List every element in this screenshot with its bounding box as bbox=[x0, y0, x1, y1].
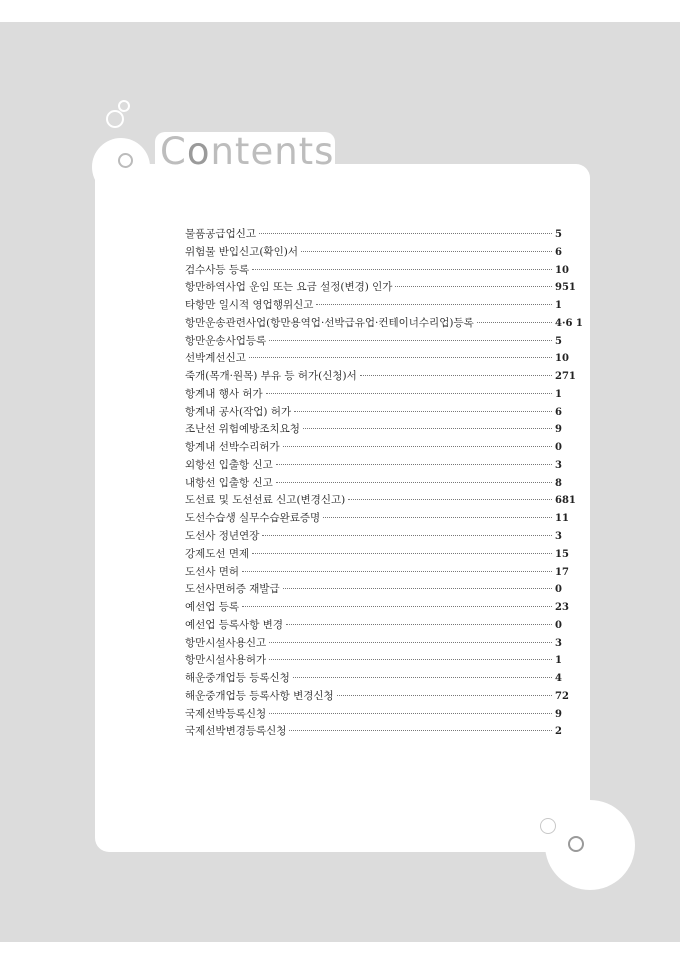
toc-entry-page: 23 bbox=[555, 602, 569, 614]
toc-entry-page: 15 bbox=[555, 548, 569, 560]
toc-entry-label: 도선사 정년연장 bbox=[185, 530, 260, 543]
toc-entry-page: 3 bbox=[555, 531, 562, 543]
toc-entry-page: 3 bbox=[555, 459, 562, 471]
toc-entry-label: 해운중개업등 등록사항 변경신청 bbox=[185, 689, 334, 702]
toc-entry-label: 항계내 공사(작업) 허가 bbox=[185, 405, 292, 418]
dot-leader bbox=[242, 571, 552, 572]
dot-leader bbox=[252, 553, 552, 554]
decorative-circle bbox=[545, 800, 635, 890]
decorative-ring-icon bbox=[568, 836, 584, 852]
dot-leader bbox=[262, 535, 552, 536]
toc-entry-label: 국제선박등록신청 bbox=[185, 707, 267, 720]
toc-entry-label: 도선사 면허 bbox=[185, 565, 240, 578]
toc-entry-page: 6 bbox=[555, 246, 562, 258]
toc-entry[interactable] bbox=[185, 475, 585, 493]
toc-entry-page: 10 bbox=[555, 264, 569, 276]
dot-leader bbox=[360, 375, 552, 376]
dot-leader bbox=[269, 659, 552, 660]
toc-entry[interactable] bbox=[185, 652, 585, 670]
toc-entry-label: 항만시설사용신고 bbox=[185, 636, 267, 649]
toc-entry[interactable] bbox=[185, 546, 585, 564]
toc-entry-label: 검수사등 등록 bbox=[185, 263, 250, 276]
toc-entry-page: 5 bbox=[555, 229, 562, 240]
toc-entry-label: 도선수습생 실무수습완료증명 bbox=[185, 512, 321, 525]
toc-entry[interactable] bbox=[185, 404, 585, 422]
toc-entry[interactable] bbox=[185, 723, 585, 741]
toc-entry[interactable] bbox=[185, 581, 585, 599]
toc-entry-page: 4·6 1 bbox=[555, 317, 583, 329]
decorative-ring-icon bbox=[118, 153, 133, 168]
dot-leader bbox=[316, 304, 552, 305]
toc-entry-page: 1 bbox=[555, 388, 562, 400]
dot-leader bbox=[337, 695, 552, 696]
toc-entry[interactable] bbox=[185, 617, 585, 635]
toc-entry[interactable] bbox=[185, 315, 585, 333]
toc-entry-page: 17 bbox=[555, 566, 569, 578]
toc-entry[interactable] bbox=[185, 670, 585, 688]
dot-leader bbox=[269, 340, 552, 341]
dot-leader bbox=[276, 464, 552, 465]
toc-entry[interactable] bbox=[185, 492, 585, 510]
dot-leader bbox=[269, 642, 552, 643]
dot-leader bbox=[301, 251, 552, 252]
toc-entry[interactable] bbox=[185, 706, 585, 724]
toc-entry[interactable] bbox=[185, 297, 585, 315]
toc-entry-page: 8 bbox=[555, 477, 562, 489]
toc-entry-label: 예선업 등록사항 변경 bbox=[185, 618, 283, 631]
toc-entry[interactable] bbox=[185, 226, 585, 244]
toc-entry-label: 내항선 입출항 신고 bbox=[185, 476, 273, 489]
dot-leader bbox=[303, 428, 552, 429]
toc-entry[interactable] bbox=[185, 350, 585, 368]
dot-leader bbox=[242, 606, 552, 607]
toc-entry-page: 10 bbox=[555, 353, 569, 365]
toc-entry-page: 271 bbox=[555, 371, 576, 383]
toc-entry[interactable] bbox=[185, 439, 585, 457]
dot-leader bbox=[266, 393, 552, 394]
toc-entry[interactable] bbox=[185, 333, 585, 351]
toc-entry-page: 0 bbox=[555, 619, 562, 631]
toc-entry[interactable] bbox=[185, 262, 585, 280]
table-of-contents bbox=[185, 226, 585, 741]
toc-entry-label: 해운중개업등 등록신청 bbox=[185, 672, 290, 685]
dot-leader bbox=[283, 446, 552, 447]
dot-leader bbox=[293, 677, 552, 678]
toc-entry-label: 죽개(목개·원목) 부유 등 허가(신청)서 bbox=[185, 370, 357, 383]
page-title: Contents bbox=[160, 130, 335, 173]
toc-entry[interactable] bbox=[185, 421, 585, 439]
toc-entry-label: 조난선 위험예방조치요청 bbox=[185, 423, 300, 436]
dot-leader bbox=[348, 499, 552, 500]
dot-leader bbox=[259, 233, 552, 234]
toc-entry-label: 타항만 일시적 영업행위신고 bbox=[185, 299, 314, 312]
toc-entry[interactable] bbox=[185, 368, 585, 386]
decorative-ring-icon bbox=[540, 818, 556, 834]
toc-entry-label: 항만하역사업 운임 또는 요금 설정(변경) 인가 bbox=[185, 281, 393, 294]
toc-entry[interactable] bbox=[185, 528, 585, 546]
dot-leader bbox=[249, 357, 552, 358]
toc-entry-page: 4 bbox=[555, 673, 562, 685]
decorative-ring-icon bbox=[118, 100, 130, 112]
dot-leader bbox=[294, 411, 552, 412]
toc-entry-page: 1 bbox=[555, 655, 562, 667]
dot-leader bbox=[252, 269, 552, 270]
toc-entry[interactable] bbox=[185, 244, 585, 262]
toc-entry-page: 72 bbox=[555, 690, 569, 702]
toc-entry-label: 도선료 및 도선선료 신고(변경신고) bbox=[185, 494, 346, 507]
toc-entry-page: 3 bbox=[555, 637, 562, 649]
toc-entry-page: 11 bbox=[555, 513, 569, 525]
toc-entry-label: 외항선 입출항 신고 bbox=[185, 458, 273, 471]
decorative-ring-icon bbox=[106, 110, 124, 128]
toc-entry-label: 항만운송관련사업(항만용역업·선박급유업·컨테이너수리업)등록 bbox=[185, 316, 474, 329]
toc-entry[interactable] bbox=[185, 564, 585, 582]
toc-entry[interactable] bbox=[185, 599, 585, 617]
toc-entry[interactable] bbox=[185, 510, 585, 528]
toc-entry-page: 6 bbox=[555, 406, 562, 418]
toc-entry-page: 9 bbox=[555, 708, 562, 720]
toc-entry[interactable] bbox=[185, 457, 585, 475]
toc-entry[interactable] bbox=[185, 279, 585, 297]
toc-entry-label: 강제도선 면제 bbox=[185, 547, 250, 560]
toc-entry-page: 9 bbox=[555, 424, 562, 436]
dot-leader bbox=[323, 517, 552, 518]
dot-leader bbox=[269, 713, 552, 714]
toc-entry[interactable] bbox=[185, 386, 585, 404]
toc-entry-label: 예선업 등록 bbox=[185, 601, 240, 614]
toc-entry-label: 항만운송사업등록 bbox=[185, 334, 267, 347]
toc-entry-page: 1 bbox=[555, 300, 562, 312]
dot-leader bbox=[276, 482, 552, 483]
toc-entry-label: 위험물 반입신고(확인)서 bbox=[185, 245, 298, 258]
toc-entry-page: 0 bbox=[555, 584, 562, 596]
toc-entry-page: 5 bbox=[555, 335, 562, 347]
toc-entry[interactable] bbox=[185, 635, 585, 653]
toc-entry-label: 국제선박변경등록신청 bbox=[185, 725, 287, 738]
toc-entry-label: 항계내 선박수리허가 bbox=[185, 441, 280, 454]
toc-entry-page: 951 bbox=[555, 282, 576, 294]
toc-entry-label: 도선사면허증 재발급 bbox=[185, 583, 280, 596]
toc-entry-label: 항만시설사용허가 bbox=[185, 654, 267, 667]
dot-leader bbox=[289, 730, 552, 731]
toc-entry-label: 물품공급업신고 bbox=[185, 228, 257, 240]
toc-entry-page: 2 bbox=[555, 726, 562, 738]
dot-leader bbox=[283, 588, 552, 589]
toc-entry-page: 0 bbox=[555, 442, 562, 454]
toc-entry[interactable] bbox=[185, 688, 585, 706]
toc-entry-label: 선박계선신고 bbox=[185, 352, 246, 365]
dot-leader bbox=[395, 286, 552, 287]
toc-entry-label: 항계내 행사 허가 bbox=[185, 387, 263, 400]
dot-leader bbox=[477, 322, 552, 323]
toc-entry-page: 681 bbox=[555, 495, 576, 507]
dot-leader bbox=[286, 624, 552, 625]
